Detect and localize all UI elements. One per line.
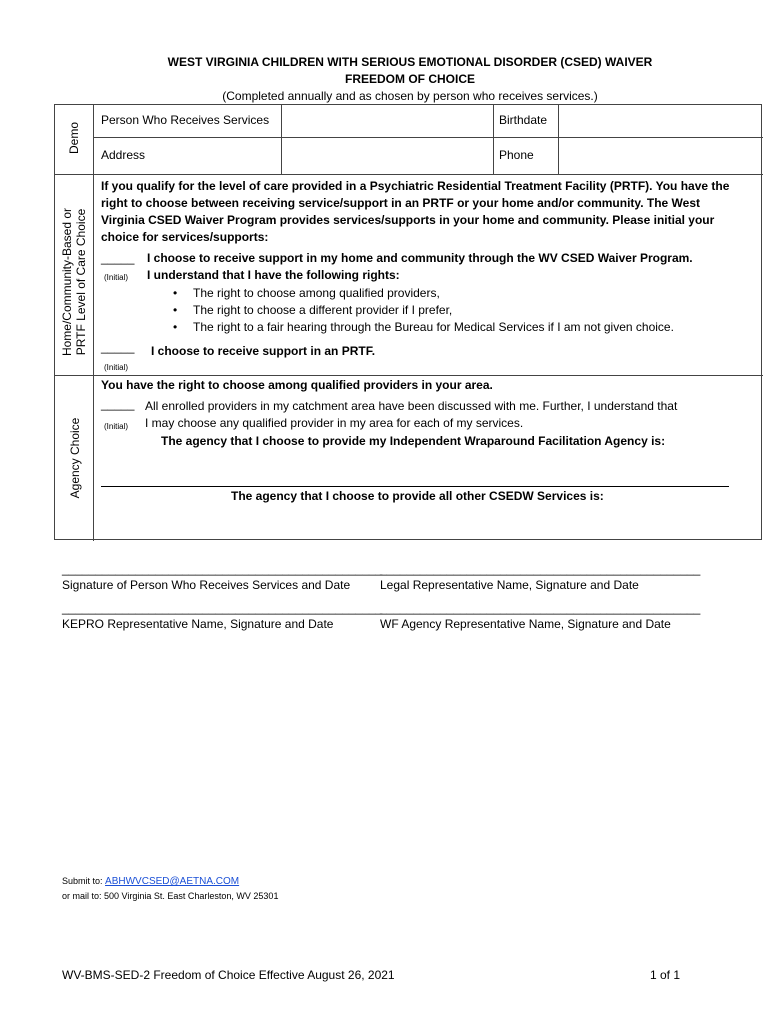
option2-initial-label: (Initial) <box>104 363 129 372</box>
option2-initial-blank[interactable]: _____ <box>101 340 135 354</box>
wraparound-agency-field[interactable] <box>101 455 729 485</box>
form-title: WEST VIRGINIA CHILDREN WITH SERIOUS EMOTIONAL DISORDER (CSED) WAIVER <box>167 55 653 69</box>
care-choice-side-label <box>60 201 88 363</box>
submit-email-link[interactable]: ABHWVCSED@AETNA.COM <box>105 876 240 887</box>
signature-label-wf-agency: WF Agency Representative Name, Signature and Date <box>380 617 671 631</box>
right-item-1: • The right to choose among qualified providers, <box>167 285 727 302</box>
right-item-2: • The right to choose a different provider if I prefer, <box>167 302 727 319</box>
phone-field[interactable] <box>559 138 761 173</box>
footer-page-number: 1 of 1 <box>650 968 681 982</box>
person-label: Person Who Receives Services <box>101 113 270 127</box>
wraparound-agency-label: The agency that I choose to provide my Independent Wraparound Facilitation Agency is: <box>161 434 666 448</box>
right-item-3: • The right to a fair hearing through the Bureau for Medical Services if I am not given choice. <box>167 319 727 336</box>
form-subtitle: (Completed annually and as chosen by person who receives services.) <box>222 89 598 103</box>
person-field[interactable] <box>282 106 492 136</box>
signature-line-legal-rep[interactable]: ________________________________________________ <box>380 562 701 576</box>
agency-statement-line1: All enrolled providers in my catchment area have been discussed with me. Further, I understand that <box>145 399 678 413</box>
wraparound-agency-underline <box>101 486 729 487</box>
option1-text: I choose to receive support in my home and community through the WV CSED Waiver Program. <box>147 251 693 265</box>
demo-section-divider <box>55 174 763 175</box>
agency-choice-side-label: Agency Choice <box>68 417 82 499</box>
address-label: Address <box>101 148 146 162</box>
mail-address: or mail to: 500 Virginia St. East Charleston, WV 25301 <box>62 891 279 901</box>
agency-initial-blank[interactable]: _____ <box>101 397 135 411</box>
freedom-of-choice-form <box>54 104 762 540</box>
agency-statement-line2: I may choose any qualified provider in my area for each of my services. <box>145 416 524 430</box>
agency-intro: You have the right to choose among qualified providers in your area. <box>101 378 493 392</box>
other-services-label: The agency that I choose to provide all other CSEDW Services is: <box>231 489 604 503</box>
agency-initial-label: (Initial) <box>104 422 129 431</box>
option1-initial-blank[interactable]: _____ <box>101 251 135 265</box>
phone-label: Phone <box>499 148 534 162</box>
side-column-divider <box>93 105 94 541</box>
signature-label-kepro: KEPRO Representative Name, Signature and Date <box>62 617 334 631</box>
demo-col-divider-2 <box>493 105 494 174</box>
care-section-divider <box>55 375 763 376</box>
option1-rights-text: I understand that I have the following rights: <box>147 268 400 282</box>
signature-label-person: Signature of Person Who Receives Services and Date <box>62 578 351 592</box>
submit-block <box>62 876 239 887</box>
care-choice-side-label-line1: Home/Community-Based or <box>60 207 74 357</box>
form-title-sub: FREEDOM OF CHOICE <box>344 72 475 86</box>
submit-label: Submit to: <box>62 876 103 886</box>
rights-list <box>167 285 727 336</box>
signature-line-kepro[interactable]: ________________________________________________ <box>62 601 383 615</box>
signature-line-wf-agency[interactable]: ________________________________________________ <box>380 601 701 615</box>
other-services-field[interactable] <box>101 507 729 537</box>
signature-label-legal-rep: Legal Representative Name, Signature and Date <box>380 578 639 592</box>
demo-side-label: Demo <box>67 122 81 155</box>
footer-form-id: WV-BMS-SED-2 Freedom of Choice Effective August 26, 2021 <box>62 968 395 982</box>
signature-line-person[interactable]: ________________________________________________ <box>62 562 383 576</box>
option1-initial-label: (Initial) <box>104 273 129 282</box>
address-field[interactable] <box>282 138 492 173</box>
birthdate-label: Birthdate <box>499 113 548 127</box>
birthdate-field[interactable] <box>559 106 761 136</box>
care-choice-intro: If you qualify for the level of care provided in a Psychiatric Residential Treatment Facility (PRTF). You have the right to choose between receiving service/support in an PRTF or your home and/or community. The West Virginia CSED Waiver Program provides services/supports in your home and community. Please initial your choice for services/supports: <box>101 179 730 244</box>
option2-text: I choose to receive support in an PRTF. <box>151 344 376 358</box>
care-choice-side-label-line2: PRTF Level of Care Choice <box>74 208 88 356</box>
